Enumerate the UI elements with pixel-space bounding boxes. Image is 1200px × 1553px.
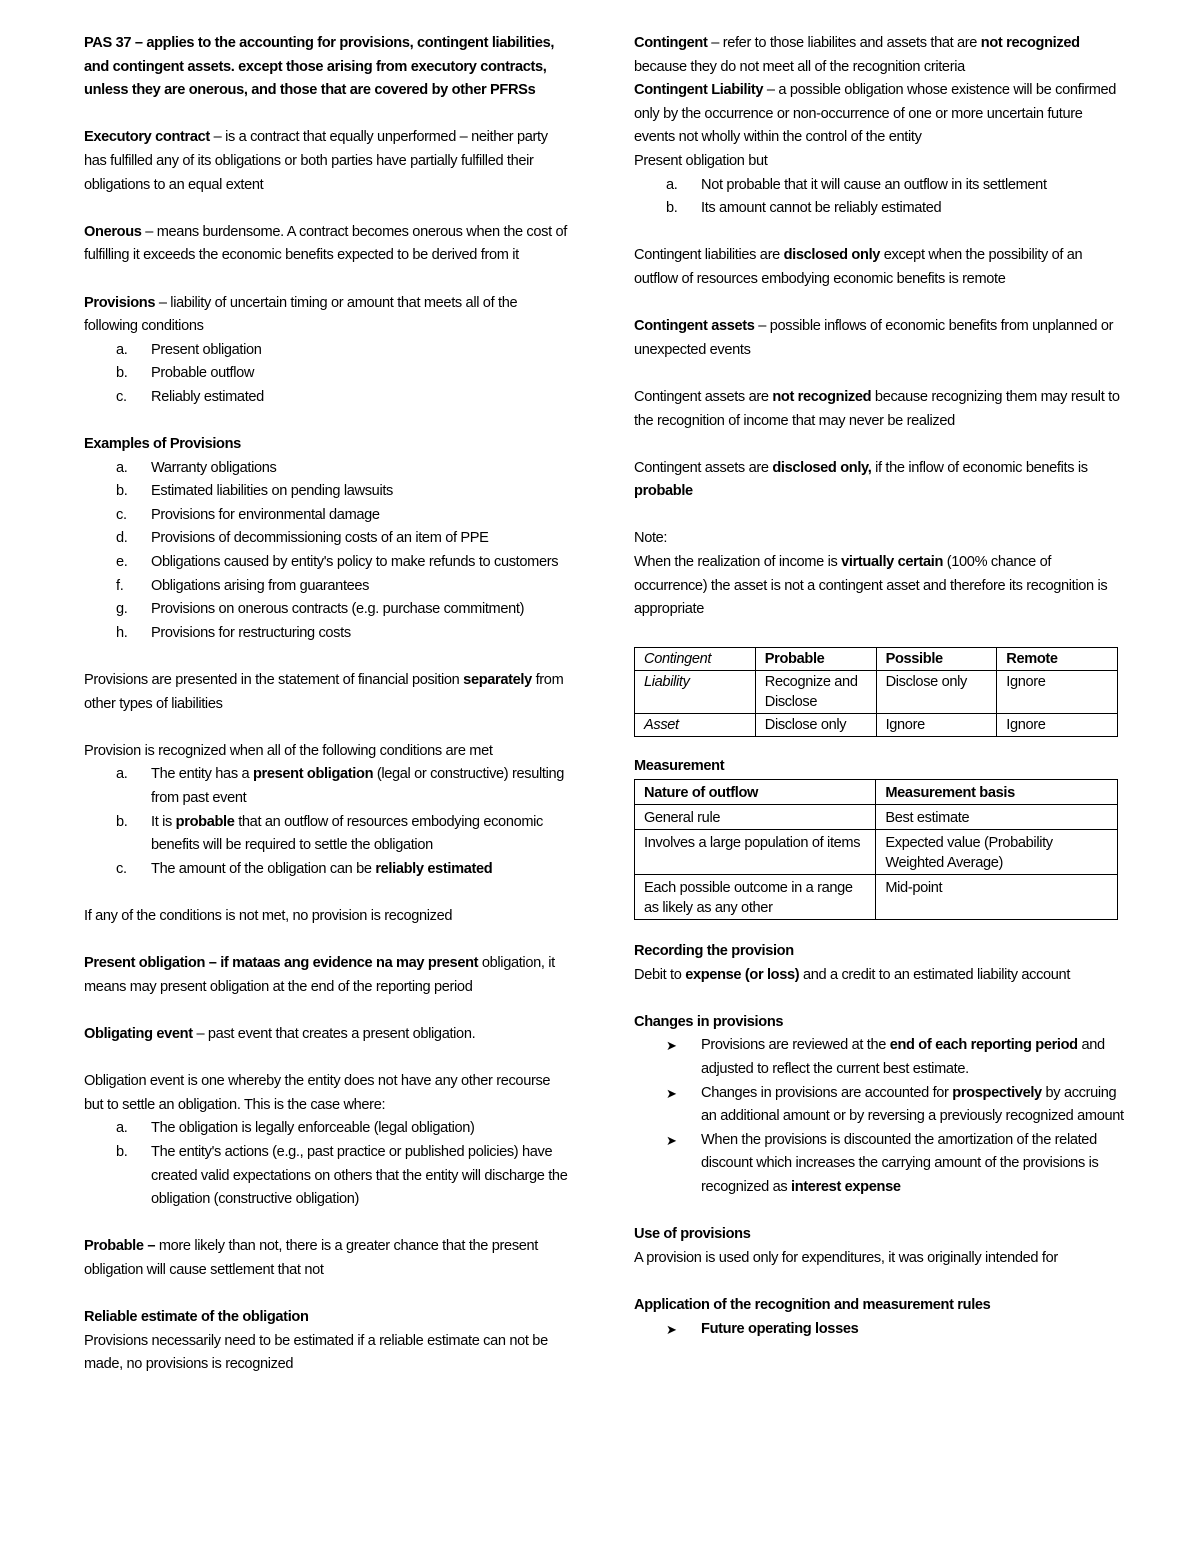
- contingent-text-1: – refer to those liabilites and assets that are: [707, 35, 981, 51]
- list-marker: b.: [666, 200, 678, 217]
- table-cell: Ignore: [997, 714, 1118, 737]
- table-cell: [635, 714, 756, 737]
- presented-text-2: from other types of liabilities: [84, 672, 564, 712]
- examples-heading: [84, 433, 570, 457]
- contingent-liability-list: [634, 174, 1126, 221]
- list-item-text: Obligations caused by entity's policy to make refunds to customers: [151, 554, 559, 571]
- list-item: [84, 339, 570, 363]
- table-row: [635, 671, 1118, 714]
- list-marker: a.: [116, 766, 128, 783]
- executory-text: – is a contract that equally unperformed – neither party has fulfilled any of its obligations or both parties have partially fulfilled their obligations to an equal extent: [84, 129, 548, 193]
- list-item: [634, 1034, 1126, 1081]
- changes-list: [634, 1034, 1126, 1199]
- obligation-event-intro: Obligation event is one whereby the entity does not have any other recourse but to settle an obligation. This is the case where:: [84, 1073, 551, 1113]
- list-item-text: The obligation is legally enforceable (legal obligation): [151, 1120, 475, 1137]
- table-cell: Mid-point: [876, 875, 1118, 920]
- contingent-table: [634, 647, 1118, 737]
- probable-text: more likely than not, there is a greater chance that the present obligation will cause settlement that not: [84, 1238, 539, 1278]
- list-item-text: Warranty obligations: [151, 459, 277, 476]
- present-obligation-but: Present obligation but: [634, 152, 768, 169]
- list-item-text: Its amount cannot be reliably estimated: [701, 200, 942, 217]
- table-cell: Ignore: [997, 671, 1118, 714]
- arrow-bullet-icon: ➤: [666, 1085, 677, 1101]
- pas37-text: except those arising from executory contracts, unless they are onerous, and those that are covered by other PFRSs: [84, 58, 547, 99]
- table-row: [635, 830, 1118, 875]
- list-item-text: Provisions of decommissioning costs of an item of PPE: [151, 530, 489, 547]
- recognized-intro: Provision is recognized when all of the following conditions are met: [84, 742, 493, 759]
- cell-text: Liability: [644, 674, 690, 691]
- list-item: [84, 811, 570, 858]
- list-item: [84, 763, 570, 810]
- list-item-bold: probable: [175, 813, 235, 830]
- contingent-term: Contingent: [634, 35, 708, 51]
- list-marker: b.: [116, 365, 128, 382]
- header-text: Remote: [1006, 651, 1058, 668]
- list-item: [84, 362, 570, 386]
- list-item: [84, 575, 570, 599]
- measurement-table: [634, 779, 1118, 920]
- liab-disclosed-text-1: Contingent liabilities are: [634, 247, 784, 264]
- table-cell: Disclose only: [755, 714, 876, 737]
- list-item-text: Provisions on onerous contracts (e.g. purchase commitment): [151, 601, 525, 618]
- list-item: [84, 622, 570, 646]
- pas37-paragraph: [84, 32, 570, 103]
- assets-disclosed-paragraph: [634, 457, 1126, 504]
- list-item: [84, 1117, 570, 1141]
- list-item-bold: interest expense: [791, 1178, 901, 1195]
- assets-nr-text-2: because recognizing them may result to the recognition of income that may never be realized: [634, 388, 1120, 429]
- recognition-conditions-list: [84, 763, 570, 881]
- list-item-text: It is: [151, 813, 176, 830]
- table-cell: Each possible outcome in a range as likely as any other: [635, 875, 876, 920]
- list-item-text: Provisions for restructuring costs: [151, 624, 351, 641]
- list-item-text: by accruing an additional amount or by reversing a previously recognized amount: [701, 1084, 1124, 1125]
- onerous-term: Onerous: [84, 223, 142, 240]
- list-item: [84, 480, 570, 504]
- use-paragraph: A provision is used only for expenditures, it was originally intended for: [634, 1249, 1058, 1266]
- list-item-bold: present obligation: [252, 766, 374, 783]
- liab-disclosed-bold: disclosed only: [783, 247, 881, 264]
- table-row: [635, 805, 1118, 830]
- present-obligation-text: obligation, it means may present obligation at the end of the reporting period: [84, 955, 555, 995]
- table-cell: Best estimate: [876, 805, 1118, 830]
- recording-bold: expense (or loss): [685, 966, 800, 983]
- list-marker: b.: [116, 813, 128, 830]
- probable-dash: –: [143, 1238, 159, 1255]
- list-item: [84, 551, 570, 575]
- list-item: [84, 527, 570, 551]
- list-item: [634, 1129, 1126, 1200]
- table-header-cell: [635, 780, 876, 805]
- pas37-bold-text: applies to the accounting for provisions, contingent liabilities, and contingent assets.: [84, 35, 555, 75]
- list-item: [84, 457, 570, 481]
- table-cell: Recognize and Disclose: [755, 671, 876, 714]
- list-marker: a.: [116, 341, 128, 358]
- onerous-paragraph: [84, 221, 570, 268]
- table-cell: General rule: [635, 805, 876, 830]
- reliable-heading: [84, 1306, 570, 1330]
- recording-text-2: and a credit to an estimated liability account: [799, 966, 1071, 983]
- examples-heading-text: Examples of Provisions: [84, 436, 241, 453]
- assets-disclosed-text-2: if the inflow of economic benefits is: [871, 459, 1088, 476]
- probable-term: Probable: [84, 1238, 144, 1255]
- obligation-event-list: [84, 1117, 570, 1211]
- table-row: [635, 875, 1118, 920]
- arrow-bullet-icon: ➤: [666, 1038, 677, 1054]
- note-label: Note:: [634, 530, 668, 547]
- obligating-event-text: – past event that creates a present obligation.: [192, 1025, 476, 1042]
- contingent-liability-text: – a possible obligation whose existence will be confirmed only by the occurrence or non-occurrence of one or more uncertain future events not wholly within the control of the entity: [634, 82, 1117, 146]
- use-heading-text: Use of provisions: [634, 1226, 751, 1243]
- list-marker: d.: [116, 530, 128, 547]
- header-text: Nature of outflow: [644, 785, 759, 802]
- examples-list: [84, 457, 570, 646]
- list-marker: a.: [666, 176, 678, 193]
- present-obligation-term: Present obligation: [84, 955, 206, 972]
- changes-heading: [634, 1011, 1126, 1035]
- list-item-text: (legal or constructive) resulting from past event: [151, 766, 565, 806]
- contingent-liability-term: Contingent Liability: [634, 82, 764, 99]
- header-text: Probable: [764, 651, 825, 668]
- left-column: [84, 32, 570, 1377]
- list-item: [634, 1318, 1126, 1342]
- application-heading: [634, 1294, 1126, 1318]
- list-item: [634, 1082, 1126, 1129]
- list-marker: h.: [116, 624, 128, 641]
- presented-bold: separately: [463, 672, 532, 689]
- assets-nr-bold: not recognized: [772, 388, 872, 405]
- obligating-event-term: Obligating event: [84, 1025, 193, 1042]
- list-item-text: Changes in provisions are accounted for: [701, 1084, 953, 1101]
- present-obligation-bold: if mataas ang evidence na may present: [220, 955, 479, 972]
- list-marker: b.: [116, 483, 128, 500]
- list-item-text: Provisions for environmental damage: [151, 506, 380, 523]
- list-marker: g.: [116, 601, 128, 618]
- contingent-assets-term: Contingent assets: [634, 318, 755, 335]
- table-header-cell: [997, 648, 1118, 671]
- contingent-paragraph: [634, 32, 1126, 79]
- recording-heading: [634, 940, 1126, 964]
- list-item: [84, 598, 570, 622]
- contingent-assets-paragraph: [634, 315, 1126, 362]
- liabilities-disclosed-paragraph: [634, 244, 1126, 291]
- note-bold: virtually certain: [841, 554, 944, 571]
- probable-paragraph: [84, 1235, 570, 1282]
- reliable-text: Provisions necessarily need to be estimated if a reliable estimate can not be made, no provisions is recognized: [84, 1332, 548, 1373]
- assets-disclosed-bold-2: probable: [634, 483, 693, 500]
- provisions-paragraph: [84, 292, 570, 339]
- assets-disclosed-bold: disclosed only,: [772, 459, 872, 476]
- header-text: Contingent: [644, 651, 712, 668]
- application-heading-text: Application of the recognition and measurement rules: [634, 1296, 991, 1313]
- list-marker: f.: [116, 577, 124, 594]
- contingent-bold: not recognized: [980, 35, 1080, 51]
- note-paragraph: [634, 551, 1126, 622]
- list-marker: c.: [116, 506, 127, 523]
- contingent-liability-paragraph: [634, 79, 1126, 150]
- measurement-heading: [634, 755, 1126, 779]
- table-row: [635, 714, 1118, 737]
- note-text-1: When the realization of income is: [634, 554, 842, 571]
- table-header-row: [635, 780, 1118, 805]
- pas37-dash: –: [131, 35, 147, 51]
- use-heading: [634, 1223, 1126, 1247]
- header-text: Possible: [885, 651, 943, 668]
- arrow-bullet-icon: ➤: [666, 1132, 677, 1148]
- contingent-text-2: because they do not meet all of the recognition criteria: [634, 58, 965, 75]
- table-cell: Involves a large population of items: [635, 830, 876, 875]
- table-cell: Expected value (Probability Weighted Average): [876, 830, 1118, 875]
- assets-nr-text-1: Contingent assets are: [634, 388, 773, 405]
- present-obligation-dash: –: [205, 955, 221, 972]
- list-item-bold: prospectively: [952, 1084, 1042, 1101]
- list-marker: a.: [116, 1120, 128, 1137]
- list-item-text: that an outflow of resources embodying economic benefits will be required to settle the obligation: [151, 813, 543, 854]
- arrow-bullet-icon: ➤: [666, 1321, 677, 1337]
- list-item-text: Reliably estimated: [151, 388, 264, 405]
- table-header-cell: [876, 648, 997, 671]
- liab-disclosed-text-2: except when the possibility of an outflow of resources embodying economic benefits is remote: [634, 247, 1083, 287]
- obligating-event-paragraph: [84, 1023, 570, 1047]
- list-item-text: Not probable that it will cause an outflow in its settlement: [701, 176, 1047, 193]
- list-item-text: Estimated liabilities on pending lawsuits: [151, 483, 393, 500]
- list-marker: c.: [116, 860, 127, 877]
- changes-heading-text: Changes in provisions: [634, 1013, 784, 1030]
- list-marker: b.: [116, 1143, 128, 1160]
- table-header-cell: [876, 780, 1118, 805]
- provisions-text: – liability of uncertain timing or amount that meets all of the following conditions: [84, 294, 518, 335]
- list-item-bold: Future operating losses: [701, 1320, 859, 1337]
- list-item-text: The amount of the obligation can be: [151, 860, 376, 877]
- list-marker: c.: [116, 388, 127, 405]
- table-cell: Ignore: [876, 714, 997, 737]
- cell-text: Asset: [644, 717, 679, 734]
- note-text-2: (100% chance of occurrence) the asset is not a contingent asset and therefore its recognition is appropriate: [634, 554, 1108, 618]
- provisions-conditions-list: [84, 339, 570, 410]
- recording-heading-text: Recording the provision: [634, 943, 794, 960]
- list-marker: a.: [116, 459, 128, 476]
- table-cell: Disclose only: [876, 671, 997, 714]
- reliable-heading-text: Reliable estimate of the obligation: [84, 1309, 309, 1326]
- list-item-text: Provisions are reviewed at the: [701, 1037, 890, 1054]
- list-item: [84, 858, 570, 882]
- application-list: [634, 1318, 1126, 1342]
- recording-text-1: Debit to: [634, 966, 686, 983]
- header-text: Measurement basis: [885, 785, 1015, 802]
- list-item-text: and adjusted to reflect the current best estimate.: [701, 1037, 1105, 1077]
- present-obligation-paragraph: [84, 952, 570, 999]
- table-header-cell: [635, 648, 756, 671]
- provisions-term: Provisions: [84, 294, 156, 311]
- recording-paragraph: [634, 964, 1126, 988]
- right-column: [634, 32, 1126, 1341]
- list-item: [634, 174, 1126, 198]
- list-item-text: The entity has a: [151, 766, 253, 783]
- executory-term: Executory contract: [84, 129, 210, 146]
- table-header-cell: [755, 648, 876, 671]
- measurement-heading-text: Measurement: [634, 758, 725, 775]
- pas37-term: PAS 37: [84, 35, 132, 51]
- contingent-assets-text: – possible inflows of economic benefits from unplanned or unexpected events: [634, 318, 1114, 358]
- onerous-text: – means burdensome. A contract becomes onerous when the cost of fulfilling it exceeds the economic benefits expected to be derived from it: [84, 223, 567, 264]
- presented-paragraph: [84, 669, 570, 716]
- list-marker: e.: [116, 554, 128, 571]
- table-cell: [635, 671, 756, 714]
- list-item: [84, 1141, 570, 1212]
- list-item: [84, 504, 570, 528]
- list-item-text: The entity's actions (e.g., past practice or published policies) have created valid expectations on others that the entity will discharge the obligation (constructive obligation): [151, 1143, 568, 1208]
- list-item-text: Present obligation: [151, 341, 262, 358]
- list-item: [84, 386, 570, 410]
- list-item-bold: end of each reporting period: [889, 1037, 1078, 1054]
- presented-text-1: Provisions are presented in the statement of financial position: [84, 672, 464, 689]
- not-met-paragraph: If any of the conditions is not met, no provision is recognized: [84, 907, 453, 924]
- table-header-row: [635, 648, 1118, 671]
- executory-paragraph: [84, 126, 570, 197]
- list-item-text: Probable outflow: [151, 365, 255, 382]
- list-item-text: When the provisions is discounted the amortization of the related discount which increases the carrying amount of the provisions is recognized as: [701, 1131, 1099, 1195]
- assets-disclosed-text-1: Contingent assets are: [634, 459, 773, 476]
- assets-not-recognized-paragraph: [634, 386, 1126, 433]
- list-item: [634, 197, 1126, 221]
- list-item-bold: reliably estimated: [375, 860, 493, 877]
- list-item-text: Obligations arising from guarantees: [151, 577, 370, 594]
